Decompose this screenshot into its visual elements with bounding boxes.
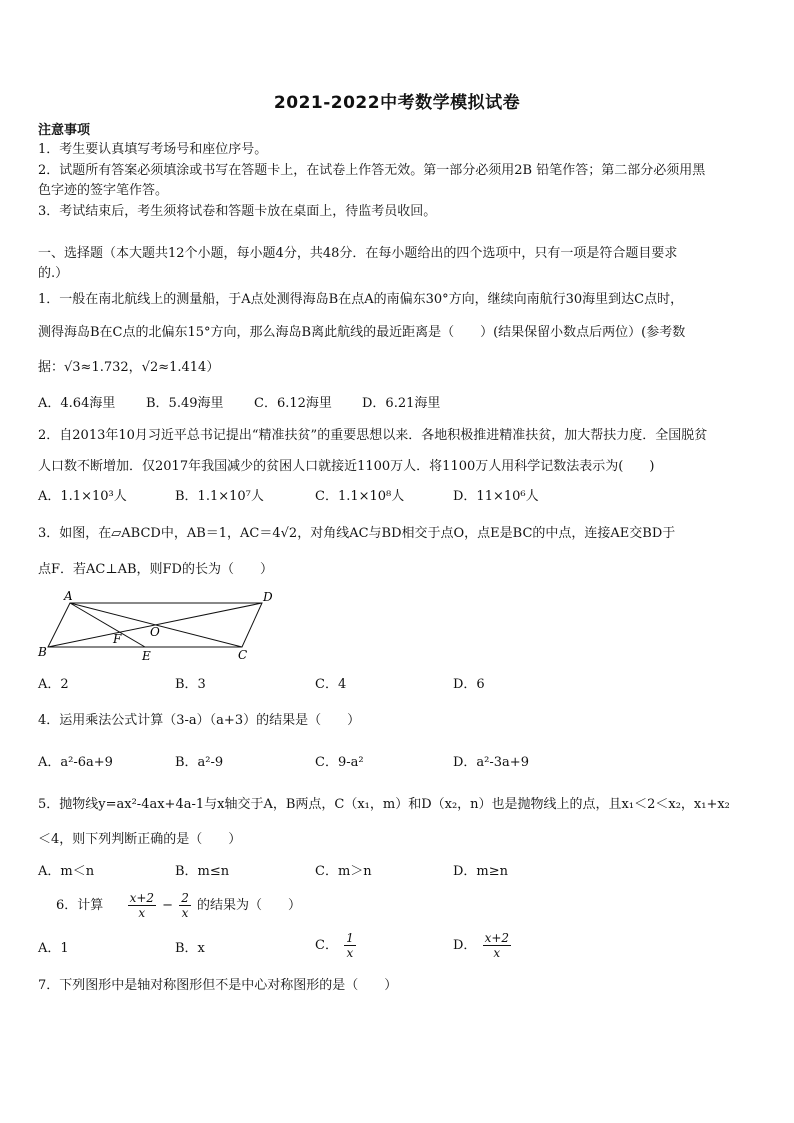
q5-text: 5．抛物线y=ax²-4ax+4a-1与x轴交于A，B两点，C（x₁，m）和D（x₂，n）也是抛物线上的点，且x₁＜2＜x₂，x₁+x₂	[38, 797, 730, 812]
q6-option-a: A．1	[38, 941, 69, 956]
label-c: C	[238, 648, 248, 662]
q6-suffix: 的结果为（ ）	[197, 898, 302, 913]
notice-item: 色字迹的签字笔作答。	[38, 183, 169, 198]
q1-text: 测得海岛B在C点的北偏东15°方向，那么海岛B离此航线的最近距离是（ ）(结果保留小数点后两位）(参考数	[38, 325, 686, 340]
q4-option-a: A．a²-6a+9	[38, 755, 113, 770]
q6-option-d	[453, 931, 513, 960]
q3-option-c: C．4	[315, 677, 347, 692]
q4-option-b: B．a²-9	[175, 755, 224, 770]
q1-option-c: C．6.12海里	[254, 396, 332, 411]
q4-option-d: D．a²-3a+9	[453, 755, 529, 770]
q2-option-c: C．1.1×10⁸人	[315, 489, 405, 504]
q6-option-c-fraction	[344, 931, 356, 960]
q5-option-a: A．m＜n	[38, 864, 95, 879]
q6-option-d-fraction	[483, 931, 511, 960]
q2-text: 人口数不断增加．仅2017年我国减少的贫困人口就接近1100万人．将1100万人用科学记数法表示为( )	[38, 459, 655, 474]
q3-text: 点F．若AC⊥AB，则FD的长为（ ）	[38, 562, 273, 577]
q1-option-b: B．5.49海里	[146, 396, 224, 411]
q1-text: 1．一般在南北航线上的测量船，于A点处测得海岛B在点A的南偏东30°方向，继续向南航行30海里到达C点时，	[38, 292, 684, 307]
q4-option-c: C．9-a²	[315, 755, 364, 770]
q6-option-d-num: x+2	[484, 931, 510, 945]
q6-option-c-num: 1	[346, 931, 354, 945]
q4-text: 4．运用乘法公式计算（3-a）（a+3）的结果是（ ）	[38, 713, 361, 728]
q6-fraction-1-num: x+2	[129, 891, 155, 905]
q2-option-b: B．1.1×10⁷人	[175, 489, 264, 504]
notice-heading: 注意事项	[38, 123, 91, 138]
q6-fraction-2-num: 2	[181, 891, 189, 905]
q2-option-a: A．1.1×10³人	[38, 489, 127, 504]
q6-fraction-1	[128, 891, 156, 920]
q3-option-a: A．2	[38, 677, 69, 692]
q6-fraction-1-den: x	[138, 906, 146, 920]
q2-text: 2．自2013年10月习近平总书记提出“精准扶贫”的重要思想以来．各地积极推进精准扶贫，加大帮扶力度．全国脱贫	[38, 428, 708, 443]
q5-option-c: C．m＞n	[315, 864, 372, 879]
q3-option-d: D．6	[453, 677, 485, 692]
q6-option-d-label: D．	[453, 938, 477, 953]
q3-parallelogram-figure	[34, 586, 284, 666]
notice-item: 2．试题所有答案必须填涂或书写在答题卡上，在试卷上作答无效。第一部分必须用2B 铅笔作答；第二部分必须用黑	[38, 163, 706, 178]
section-heading-cont: 的.）	[38, 266, 69, 281]
q5-text: ＜4，则下列判断正确的是（ ）	[38, 832, 242, 847]
notice-item: 3．考试结束后，考生须将试卷和答题卡放在桌面上，待监考员收回。	[38, 204, 437, 219]
q7-text: 7．下列图形中是轴对称图形但不是中心对称图形的是（ ）	[38, 978, 398, 993]
label-a: A	[64, 589, 73, 603]
label-f: F	[113, 632, 122, 646]
q6-option-c-label: C．	[315, 938, 338, 953]
q6-fraction-2	[179, 891, 191, 920]
q6-prefix: 6．计算	[56, 898, 104, 913]
q6-option-b: B．x	[175, 941, 205, 956]
q6-option-d-den: x	[493, 946, 501, 960]
q6-fraction-2-den: x	[181, 906, 189, 920]
page-title: 2021-2022中考数学模拟试卷	[273, 93, 521, 113]
label-b: B	[38, 645, 47, 659]
q6-option-c	[315, 931, 358, 960]
q1-text: 据：√3≈1.732，√2≈1.414）	[38, 360, 220, 375]
q6-text	[56, 891, 301, 920]
q6-minus: −	[162, 898, 174, 913]
q3-option-b: B．3	[175, 677, 206, 692]
label-e: E	[142, 649, 151, 663]
q5-option-d: D．m≥n	[453, 864, 509, 879]
q1-option-a: A．4.64海里	[38, 396, 116, 411]
q5-option-b: B．m≤n	[175, 864, 230, 879]
q6-option-c-den: x	[346, 946, 354, 960]
label-o: O	[150, 625, 160, 639]
q1-option-d: D．6.21海里	[362, 396, 441, 411]
notice-item: 1．考生要认真填写考场号和座位序号。	[38, 142, 268, 157]
q2-option-d: D．11×10⁶人	[453, 489, 539, 504]
section-heading: 一、选择题（本大题共12个小题，每小题4分，共48分．在每小题给出的四个选项中，只有一项是符合题目要求	[38, 246, 678, 261]
label-d: D	[263, 590, 273, 604]
q3-text: 3．如图，在▱ABCD中，AB＝1，AC＝4√2，对角线AC与BD相交于点O，点E是BC的中点，连接AE交BD于	[38, 526, 676, 541]
